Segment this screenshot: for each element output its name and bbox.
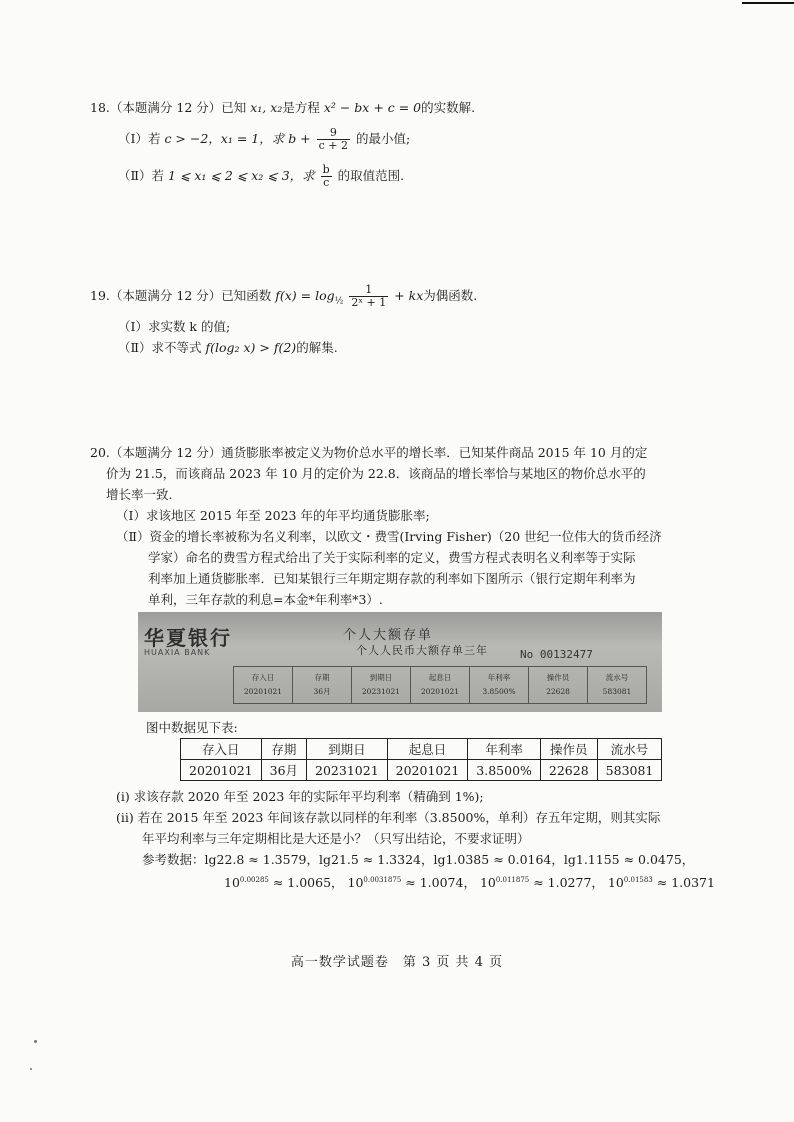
q18-part1 — [90, 127, 720, 152]
table-header: 年利率 — [468, 739, 541, 760]
pow-value: ≈ 1.0074， — [405, 875, 476, 891]
q20-number: 20. — [90, 445, 110, 460]
q20-sub-ii-line1: (ii) 若在 2015 年至 2023 年间该存款以同样的年利率（3.8500%，单利）存五年定期，则其实际 — [116, 810, 661, 825]
table-row — [181, 760, 662, 781]
photo-cell — [587, 666, 647, 704]
q18-head — [90, 97, 720, 118]
q20-sub-i: (i) 求该存款 2020 年至 2023 年的实际年平均利率（精确到 1%); — [116, 789, 484, 804]
q18-p1-post: 的最小值; — [356, 131, 411, 146]
certificate-serial: No 00132477 — [520, 648, 593, 661]
q19-p2-ineq: f(log₂ x) > f(2) — [205, 339, 297, 355]
pow-value: ≈ 1.0277， — [533, 875, 604, 891]
q19-func: f(x) = log — [275, 288, 335, 303]
table-cell: 20231021 — [307, 760, 388, 781]
q18-head-mid: 是方程 — [282, 100, 320, 115]
q20-part2-line4: 单利，三年存款的利息=本金*年利率*3）. — [148, 592, 383, 607]
table-caption: 图中数据见下表: — [146, 720, 238, 735]
q18-head-pre: （本题满分 12 分）已知 — [109, 100, 247, 115]
q18-p2-cond: 1 ⩽ x₁ ⩽ 2 ⩽ x₂ ⩽ 3，求 — [167, 168, 315, 183]
table-header: 存入日 — [181, 739, 262, 760]
q18-p2-num: b — [322, 163, 330, 176]
q19-part2 — [90, 337, 720, 358]
certificate-title: 个人大额存单 — [343, 628, 434, 643]
q18-equation: x² − bx + c = 0 — [323, 100, 422, 115]
q18-p2-fraction — [321, 164, 332, 189]
table-header: 操作员 — [540, 739, 597, 760]
question-19 — [90, 284, 720, 358]
table-header: 存期 — [261, 739, 306, 760]
table-header: 到期日 — [307, 739, 388, 760]
photo-cell-value: 20201021 — [243, 687, 283, 696]
pow-value: ≈ 1.0065， — [272, 875, 344, 891]
q20-line-1-text: （本题满分 12 分）通货膨胀率被定义为物价总水平的增长率．已知某件商品 2015 年 10 月的定 — [109, 445, 648, 460]
q20-line-3: 增长率一致. — [106, 487, 173, 502]
q18-p1-cond: c > −2，x₁ = 1，求 b + — [164, 131, 311, 146]
page-footer: 高一数学试题卷 第 3 页 共 4 页 — [290, 955, 504, 970]
photo-cell-value: 3.8500% — [482, 687, 516, 696]
table-cell: 36月 — [261, 760, 306, 781]
q19-p2-pre: （Ⅱ）求不等式 — [118, 339, 202, 355]
table-header: 流水号 — [597, 739, 662, 760]
pow-exponent: 0.00285 — [239, 876, 269, 884]
photo-cell — [233, 666, 293, 704]
q19-frac-den: 2ˣ + 1 — [351, 296, 387, 309]
q20-reference-line2 — [116, 870, 746, 893]
q18-p2-den: c — [323, 176, 330, 189]
photo-cell-head: 流水号 — [605, 673, 629, 682]
photo-cell — [469, 666, 529, 704]
q19-p2-post: 的解集. — [296, 339, 338, 355]
photo-cell-head: 存期 — [314, 673, 330, 682]
q18-p1-num: 9 — [317, 127, 350, 140]
photo-cell — [292, 666, 352, 704]
table-cell: 22628 — [540, 760, 597, 781]
photo-cell-value: 36月 — [313, 687, 331, 696]
photo-cell — [410, 666, 470, 704]
photo-cell-value: 20231021 — [361, 687, 401, 696]
pow-exponent: 0.0031875 — [363, 876, 402, 884]
q18-p2-label: （Ⅱ）若 — [118, 168, 164, 183]
pow-exponent: 0.01583 — [623, 876, 653, 884]
q19-head — [90, 284, 720, 313]
deposit-certificate-photo — [138, 612, 662, 712]
table-cell: 20201021 — [387, 760, 468, 781]
scan-speck — [30, 1068, 32, 1070]
q20-line-1 — [90, 442, 720, 463]
q20-part2-line3: 利率加上通货膨胀率．已知某银行三年期定期存款的利率如下图所示（银行定期年利率为 — [148, 571, 636, 586]
pow-base: 10 — [224, 875, 240, 891]
q18-part2 — [90, 164, 720, 189]
q20-part1: （Ⅰ）求该地区 2015 年至 2023 年的年平均通货膨胀率; — [116, 508, 430, 523]
table-cell: 3.8500% — [468, 760, 541, 781]
scan-speck — [34, 1040, 37, 1043]
question-18 — [90, 97, 720, 189]
q18-p1-den: c + 2 — [318, 139, 349, 152]
pow-base: 10 — [607, 875, 624, 891]
photo-cell-head: 年利率 — [487, 673, 511, 682]
pow-exponent: 0.011875 — [495, 876, 530, 884]
q20-sub-ii-line2: 年平均利率与三年定期相比是大还是小？（只写出结论，不要求证明） — [142, 831, 530, 846]
top-edge-mark — [742, 2, 794, 4]
photo-cell — [351, 666, 411, 704]
bank-logo-text: 华夏银行 — [144, 626, 232, 650]
q19-part1: （Ⅰ）求实数 k 的值; — [118, 318, 231, 334]
photo-cell — [528, 666, 588, 704]
photo-cell-head: 操作员 — [546, 673, 570, 682]
certificate-subtitle: 个人人民币大额存单三年 — [356, 644, 488, 657]
q18-head-post: 的实数解. — [421, 100, 476, 115]
q20-part2-line1: （Ⅱ）资金的增长率被称为名义利率，以欧文・费雪(Irving Fisher)（20 世纪一位伟大的货币经济 — [116, 529, 662, 544]
photo-cell-value: 22628 — [546, 687, 570, 696]
q19-log-base: ½ — [334, 296, 344, 307]
table-header-row — [181, 739, 662, 760]
certificate-fields — [234, 666, 647, 704]
q20-line-2: 价为 21.5，而该商品 2023 年 10 月的定价为 22.8．该商品的增长率恰与某地区的物价总水平的 — [106, 466, 646, 481]
q19-fraction — [349, 284, 388, 309]
table-cell: 583081 — [597, 760, 662, 781]
q19-func-post: + kx — [394, 288, 424, 303]
q20-subquestions — [116, 786, 746, 893]
q18-p1-label: （Ⅰ）若 — [118, 131, 161, 146]
deposit-data-table — [180, 738, 662, 781]
question-20 — [90, 442, 720, 610]
photo-cell-head: 到期日 — [369, 673, 393, 682]
photo-cell-head: 存入日 — [251, 673, 275, 682]
photo-cell-value: 583081 — [602, 687, 632, 696]
q20-reference-line1: 参考数据：lg22.8 ≈ 1.3579，lg21.5 ≈ 1.3324，lg1.0385 ≈ 0.0164，lg1.1155 ≈ 0.0475， — [142, 852, 695, 867]
q19-frac-num: 1 — [349, 284, 388, 297]
photo-cell-value: 20201021 — [420, 687, 460, 696]
table-cell: 20201021 — [181, 760, 262, 781]
photo-cell-head: 起息日 — [428, 673, 452, 682]
pow-value: ≈ 1.0371 — [656, 875, 715, 891]
q19-head-pre: （本题满分 12 分）已知函数 — [109, 288, 272, 303]
table-header: 起息日 — [387, 739, 468, 760]
q18-vars: x₁, x₂ — [250, 100, 283, 115]
q18-number: 18. — [90, 100, 110, 115]
q19-number: 19. — [90, 288, 110, 303]
q19-head-post: 为偶函数. — [423, 288, 478, 303]
q18-p1-fraction — [317, 127, 350, 152]
q18-p2-post: 的取值范围. — [337, 168, 405, 183]
pow-base: 10 — [479, 875, 496, 891]
pow-base: 10 — [347, 875, 364, 891]
q20-part2-line2: 学家）命名的费雪方程式给出了关于实际利率的定义，费雪方程式表明名义利率等于实际 — [148, 550, 636, 565]
bank-english-name: HUAXIA BANK — [144, 648, 211, 657]
